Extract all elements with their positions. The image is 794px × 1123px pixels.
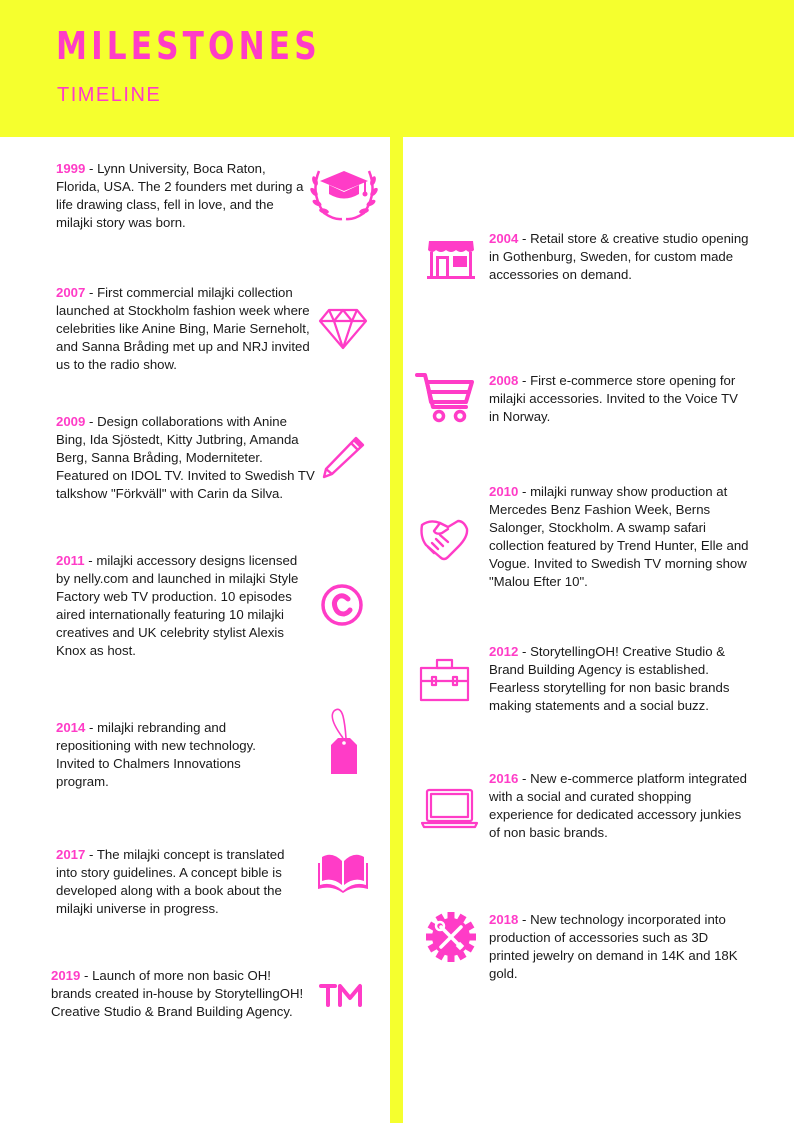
- milestone-text: - milajki rebranding and repositioning with new technology. Invited to Chalmers Innovations program.: [56, 720, 256, 789]
- page-subtitle: TIMELINE: [57, 84, 162, 106]
- milestone-2018: [489, 911, 751, 983]
- milestone-2019: [51, 967, 313, 1021]
- milestone-year: 2018: [489, 912, 519, 927]
- milestone-text: - StorytellingOH! Creative Studio & Brand Building Agency is established. Fearless storytelling for non basic brands making statements and a social buzz.: [489, 644, 730, 713]
- milestone-2008: [489, 372, 749, 426]
- gear-tools-icon: [426, 912, 476, 962]
- milestone-text: - Launch of more non basic OH! brands created in-house by StorytellingOH! Creative Studio & Brand Building Agency.: [51, 968, 304, 1019]
- page-title: MILESTONES: [56, 24, 321, 68]
- header-banner: [0, 0, 794, 137]
- milestone-text: - Lynn University, Boca Raton, Florida, USA. The 2 founders met during a life drawing class, fell in love, and the milajki story was born.: [56, 161, 304, 230]
- milestone-text: - First commercial milajki collection launched at Stockholm fashion week where celebrities like Anine Bing, Marie Serneholt, and Sanna Bråding met up and NRJ invited us to the radio show.: [56, 285, 310, 372]
- milestone-year: 2017: [56, 847, 86, 862]
- timeline-divider: [390, 137, 403, 1123]
- milestone-year: 2011: [56, 553, 85, 568]
- milestone-year: 2016: [489, 771, 519, 786]
- milestone-text: - First e-commerce store opening for milajki accessories. Invited to the Voice TV in Norway.: [489, 373, 738, 424]
- milestone-2016: [489, 770, 751, 842]
- handshake-icon: [418, 517, 470, 563]
- milestone-year: 2007: [56, 285, 86, 300]
- milestone-text: - Retail store & creative studio opening in Gothenburg, Sweden, for custom made accessories on demand.: [489, 231, 749, 282]
- milestone-text: - milajki runway show production at Mercedes Benz Fashion Week, Berns Salonger, Stockholm. A swamp safari collection featured by Trend Hunter, Elle and Vogue. Invited to Swedish TV morning show "Malou Efter 10".: [489, 484, 749, 589]
- graduation-cap-laurel-icon: [310, 163, 378, 223]
- milestone-1999: [56, 160, 304, 232]
- milestone-year: 2012: [489, 644, 519, 659]
- milestone-2010: [489, 483, 751, 591]
- trademark-icon: [318, 981, 366, 1009]
- milestone-year: 2004: [489, 231, 519, 246]
- price-tag-icon: [326, 708, 362, 776]
- milestone-2017: [56, 846, 296, 918]
- pencil-icon: [320, 436, 366, 480]
- milestone-text: - milajki accessory designs licensed by nelly.com and launched in milajki Style Factory web TV production. 10 episodes aired internationally featuring 10 milajki creatives and UK celebrity stylist Alexis Knox as host.: [56, 553, 299, 658]
- diamond-icon: [318, 308, 368, 350]
- copyright-icon: [320, 583, 366, 629]
- milestone-year: 2009: [56, 414, 86, 429]
- milestone-year: 2010: [489, 484, 519, 499]
- storefront-icon: [426, 238, 476, 280]
- shopping-cart-icon: [414, 370, 476, 424]
- briefcase-icon: [419, 658, 471, 702]
- open-book-icon: [316, 849, 370, 895]
- milestone-text: - The milajki concept is translated into story guidelines. A concept bible is developed along with a book about the milajki universe in progress.: [56, 847, 285, 916]
- milestone-2007: [56, 284, 310, 374]
- milestone-year: 2019: [51, 968, 81, 983]
- milestone-2004: [489, 230, 749, 284]
- milestone-year: 2008: [489, 373, 519, 388]
- milestone-2012: [489, 643, 751, 715]
- milestone-2009: [56, 413, 318, 503]
- milestone-year: 1999: [56, 161, 86, 176]
- milestone-text: - New technology incorporated into production of accessories such as 3D printed jewelry on demand in 14K and 18K gold.: [489, 912, 738, 981]
- milestone-year: 2014: [56, 720, 86, 735]
- milestone-text: - New e-commerce platform integrated with a social and curated shopping experience for dedicated accessory junkies of non basic brands.: [489, 771, 748, 840]
- milestone-2014: [56, 719, 282, 791]
- milestone-text: - Design collaborations with Anine Bing, Ida Sjöstedt, Kitty Jutbring, Amanda Berg, Sanna Bråding, Moderniteter. Featured on IDOL TV. Invited to Swedish TV talkshow "Förkväll" with Carin da Silva.: [56, 414, 315, 501]
- milestone-2011: [56, 552, 308, 660]
- laptop-icon: [421, 788, 479, 830]
